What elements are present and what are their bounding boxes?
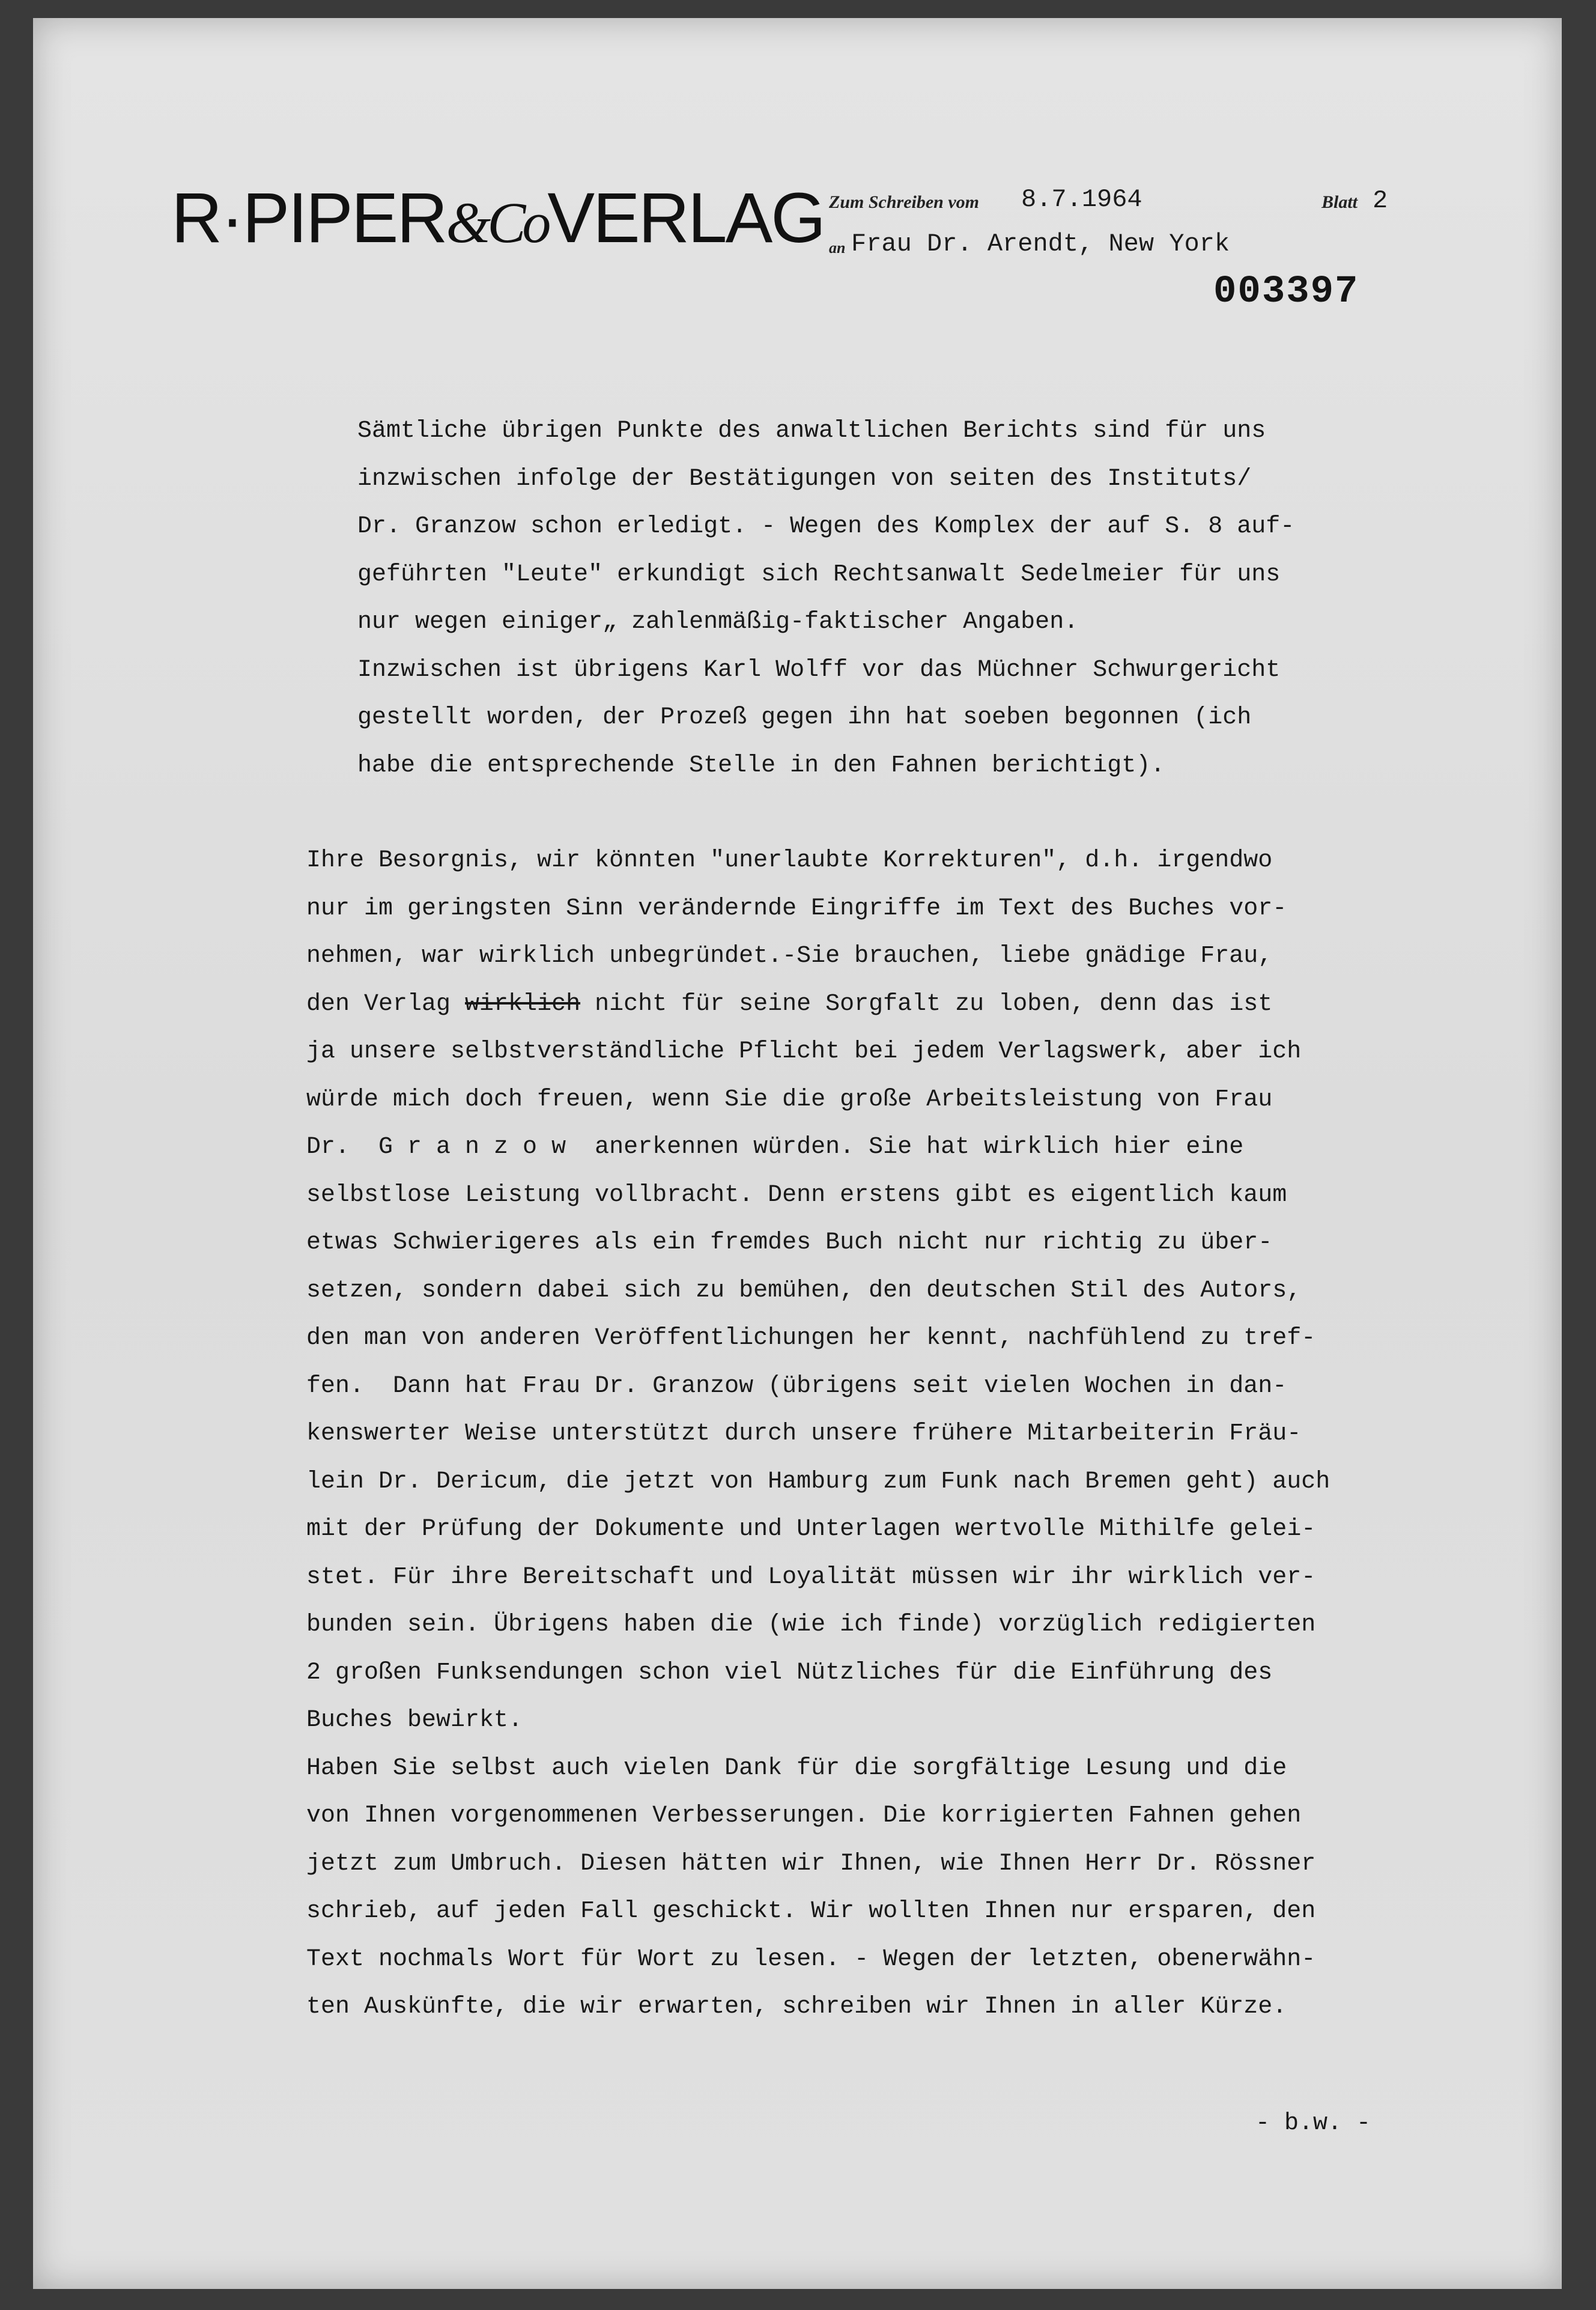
text-line: Dr. Granzow schon erledigt. - Wegen des Komplex der auf S. 8 auf- (357, 513, 1295, 540)
text-line: stet. Für ihre Bereitschaft und Loyalität müssen wir ihr wirklich ver- (306, 1563, 1316, 1591)
logo-prefix: R·PIPER (171, 178, 446, 258)
text-segment: nicht für seine Sorgfalt zu loben, denn das ist (580, 990, 1273, 1018)
text-line: ja unsere selbstverständliche Pflicht bei jedem Verlagswerk, aber ich (306, 1038, 1302, 1065)
text-line: Inzwischen ist übrigens Karl Wolff vor das Müchner Schwurgericht (357, 656, 1281, 684)
text-line: setzen, sondern dabei sich zu bemühen, den deutschen Stil des Autors, (306, 1277, 1302, 1304)
text-line: selbstlose Leistung vollbracht. Denn erstens gibt es eigentlich kaum (306, 1181, 1287, 1209)
text-line: bunden sein. Übrigens haben die (wie ich finde) vorzüglich redigierten (306, 1611, 1316, 1638)
text-line: inzwischen infolge der Bestätigungen von seiten des Instituts/ (357, 465, 1252, 493)
text-line: nur im geringsten Sinn verändernde Eingriffe im Text des Buches vor- (306, 895, 1287, 922)
text-line: Text nochmals Wort für Wort zu lesen. - Wegen der letzten, obenerwähn- (306, 1945, 1316, 1973)
paragraph-3 (306, 1745, 1472, 2031)
text-line: habe die entsprechende Stelle in den Fahnen berichtigt). (357, 752, 1165, 779)
text-line: von Ihnen vorgenommenen Verbesserungen. Die korrigierten Fahnen gehen (306, 1802, 1302, 1829)
text-line: etwas Schwierigeres als ein fremdes Buch nicht nur richtig zu über- (306, 1229, 1273, 1256)
sheet-number: 2 (1373, 186, 1388, 215)
text-line: ten Auskünfte, die wir erwarten, schreiben wir Ihnen in aller Kürze. (306, 1993, 1287, 2020)
text-line: mit der Prüfung der Dokumente und Unterlagen wertvolle Mithilfe gelei- (306, 1516, 1316, 1543)
sheet-label: Blatt (1321, 192, 1358, 212)
text-line: kenswerter Weise unterstützt durch unsere frühere Mitarbeiterin Fräu- (306, 1420, 1302, 1447)
text-segment: den Verlag (306, 990, 466, 1018)
text-line: fen. Dann hat Frau Dr. Granzow (übrigens seit vielen Wochen in dan- (306, 1372, 1287, 1400)
paragraph-1 (306, 407, 1472, 789)
paragraph-gap (306, 789, 1472, 837)
text-line: gestellt worden, der Prozeß gegen ihn hat soeben begonnen (ich (357, 704, 1252, 731)
text-line: den man von anderen Veröffentlichungen her kennt, nachfühlend zu tref- (306, 1325, 1316, 1352)
text-line: Dr. G r a n z o w anerkennen würden. Sie hat wirklich hier eine (306, 1134, 1244, 1161)
text-line: Sämtliche übrigen Punkte des anwaltlichen Berichts sind für uns (357, 418, 1266, 445)
struck-word: wirklich (465, 990, 581, 1018)
text-line: Haben Sie selbst auch vielen Dank für die sorgfältige Lesung und die (306, 1754, 1287, 1782)
logo-ampersand: &Co (446, 190, 548, 255)
text-line: würde mich doch freuen, wenn Sie die große Arbeitsleistung von Frau (306, 1086, 1273, 1113)
letter-body (306, 407, 1472, 2031)
date-label: Zum Schreiben vom (829, 192, 980, 212)
continued-overleaf-mark: - b.w. - (1255, 2110, 1371, 2137)
text-line: geführten "Leute" erkundigt sich Rechtsanwalt Sedelmeier für uns (357, 561, 1281, 588)
letter-page (33, 18, 1562, 2289)
date-value: 8.7.1964 (1021, 185, 1142, 214)
publisher-logo (171, 177, 824, 259)
recipient-label: an (829, 239, 846, 257)
text-line: jetzt zum Umbruch. Diesen hätten wir Ihnen, wie Ihnen Herr Dr. Rössner (306, 1850, 1316, 1877)
text-line: nehmen, war wirklich unbegründet.-Sie brauchen, liebe gnädige Frau, (306, 943, 1273, 970)
text-line: schrieb, auf jeden Fall geschickt. Wir wollten Ihnen nur ersparen, den (306, 1898, 1316, 1925)
text-line: Buches bewirkt. (306, 1707, 523, 1734)
archive-stamp-number: 003397 (1213, 270, 1359, 314)
paragraph-2 (306, 837, 1472, 1745)
recipient-value: Frau Dr. Arendt, New York (851, 229, 1230, 258)
text-line: lein Dr. Dericum, die jetzt von Hamburg zum Funk nach Bremen geht) auch (306, 1468, 1331, 1495)
text-line-with-correction (306, 980, 1472, 1029)
logo-suffix: VERLAG (547, 178, 825, 258)
text-line: Ihre Besorgnis, wir könnten "unerlaubte Korrekturen", d.h. irgendwo (306, 847, 1273, 874)
text-line: 2 großen Funksendungen schon viel Nützliches für die Einführung des (306, 1659, 1273, 1686)
text-line: nur wegen einiger„ zahlenmäßig-faktischer Angaben. (357, 609, 1079, 636)
